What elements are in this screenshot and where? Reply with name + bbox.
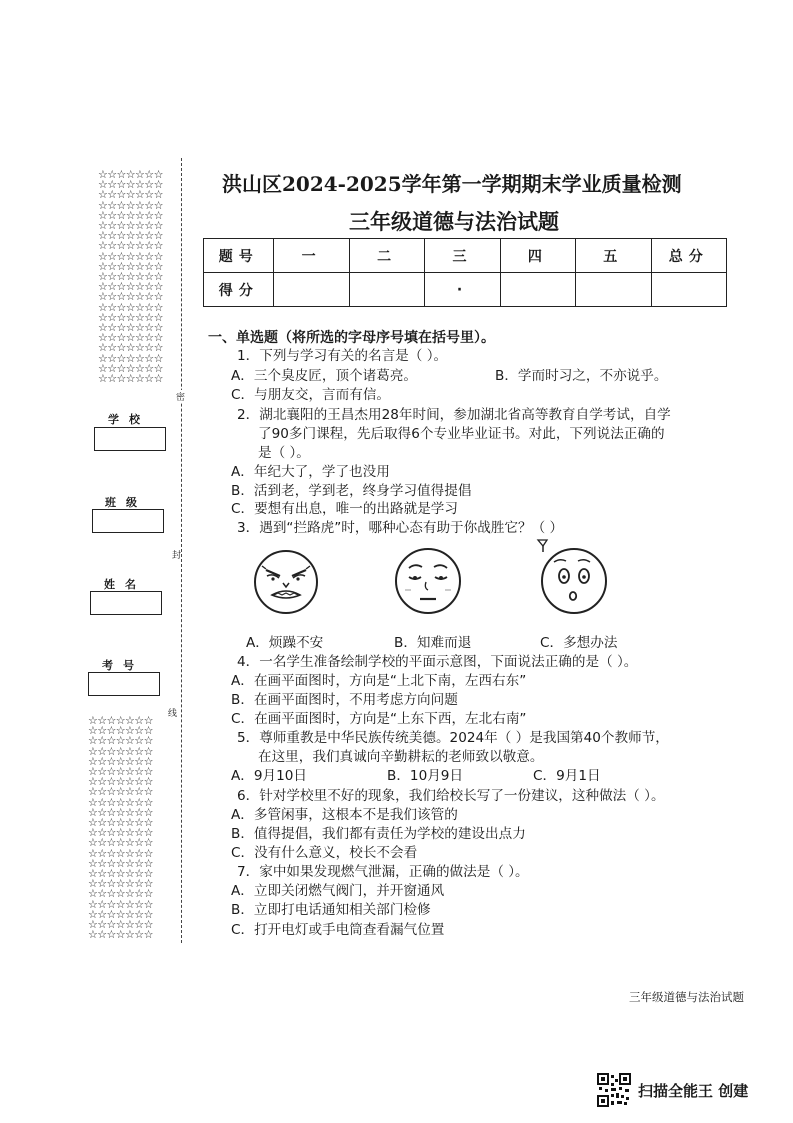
exam-number-label: 考号: [102, 659, 144, 672]
answer-option: A．在画平面图时，方向是“上北下南，左西右东”: [231, 673, 527, 689]
score-header-cell: 一: [274, 239, 349, 273]
answer-option: B．在画平面图时，不用考虑方向问题: [231, 692, 458, 708]
page-footer-label: 三年级道德与法治试题: [629, 990, 744, 1004]
score-cell: [274, 273, 349, 307]
answer-option: C．与朋友交，言而有信。: [231, 387, 391, 403]
question-stem: 7．家中如果发现燃气泄漏，正确的做法是（ ）。: [237, 864, 529, 880]
score-label-cell: 得分: [204, 273, 274, 307]
star-border-top: ☆☆☆☆☆☆☆ ☆☆☆☆☆☆☆ ☆☆☆☆☆☆☆ ☆☆☆☆☆☆☆ ☆☆☆☆☆☆☆ ☆☆☆☆☆☆☆ ☆☆☆☆☆☆☆ ☆☆☆☆☆☆☆ ☆☆☆☆☆☆☆ ☆☆☆☆☆☆☆ ☆☆☆☆☆☆☆ ☆☆☆☆☆☆☆ ☆☆☆☆☆☆☆ ☆☆☆☆☆☆☆ ☆☆☆☆☆☆☆ ☆☆☆☆☆☆☆ ☆☆☆☆☆☆☆ ☆☆☆☆☆☆☆ ☆☆☆☆☆☆☆ ☆☆☆☆☆☆☆ ☆☆☆☆☆☆☆: [98, 168, 163, 386]
answer-option: A．烦躁不安: [246, 635, 324, 651]
score-header-cell: 三: [425, 239, 500, 273]
answer-option: B．立即打电话通知相关部门检修: [231, 902, 431, 918]
score-header-cell: 题号: [204, 239, 274, 273]
answer-option: C．要想有出息，唯一的出路就是学习: [231, 501, 458, 517]
thinking-face-icon: [536, 536, 612, 618]
school-label: 学校: [108, 413, 150, 426]
name-label: 姓名: [104, 578, 146, 591]
score-cell: [576, 273, 651, 307]
answer-option: A．年纪大了，学了也没用: [231, 464, 390, 480]
score-cell: [349, 273, 424, 307]
question-stem: 4．一名学生准备绘制学校的平面示意图，下面说法正确的是（ ）。: [237, 654, 638, 670]
score-cell: [500, 273, 575, 307]
seal-char-mi: 密: [176, 390, 185, 403]
question-stem: 是（ ）。: [258, 445, 310, 461]
answer-option: C．在画平面图时，方向是“上东下西，左北右南”: [231, 711, 527, 727]
score-table-score-row: [204, 273, 727, 307]
class-label: 班级: [105, 496, 147, 509]
answer-option: B．学而时习之，不亦说乎。: [495, 368, 668, 384]
score-cell: ·: [425, 273, 500, 307]
question-stem: 2．湖北襄阳的王昌杰用28年时间，参加湖北省高等教育自学考试，自学: [237, 407, 671, 423]
school-field[interactable]: [94, 427, 166, 451]
score-header-cell: 总分: [651, 239, 727, 273]
answer-option: A．三个臭皮匠，顶个诸葛亮。: [231, 368, 418, 384]
answer-option: C．打开电灯或手电筒查看漏气位置: [231, 922, 445, 938]
section-heading: 一、单选题（将所选的字母序号填在括号里）。: [208, 330, 495, 346]
answer-option: B．10月9日: [387, 768, 464, 784]
answer-option: B．知难而退: [394, 635, 472, 651]
question-stem: 3．遇到“拦路虎”时，哪种心态有助于你战胜它？（ ）: [237, 520, 564, 536]
question-stem: 5．尊师重教是中华民族传统美德。2024年（ ）是我国第40个教师节，: [237, 730, 669, 746]
class-field[interactable]: [92, 509, 164, 533]
exam-title: 洪山区2024-2025学年第一学期期末学业质量检测: [222, 172, 682, 196]
seal-char-feng: 封: [172, 548, 181, 561]
question-stem: 6．针对学校里不好的现象，我们给校长写了一份建议，这种做法（ ）。: [237, 788, 665, 804]
seal-line: [181, 158, 182, 943]
score-header-cell: 五: [576, 239, 651, 273]
exam-number-field[interactable]: [88, 672, 160, 696]
question-stem: 在这里，我们真诚向辛勤耕耘的老师致以敬意。: [258, 749, 544, 765]
question-stem: 了90多门课程，先后取得6个专业毕业证书。对此，下列说法正确的: [258, 426, 665, 442]
scanner-watermark: 扫描全能王 创建: [638, 1082, 749, 1100]
answer-option: C．多想办法: [540, 635, 618, 651]
answer-option: A．9月10日: [231, 768, 308, 784]
star-border-bottom: ☆☆☆☆☆☆☆ ☆☆☆☆☆☆☆ ☆☆☆☆☆☆☆ ☆☆☆☆☆☆☆ ☆☆☆☆☆☆☆ ☆☆☆☆☆☆☆ ☆☆☆☆☆☆☆ ☆☆☆☆☆☆☆ ☆☆☆☆☆☆☆ ☆☆☆☆☆☆☆ ☆☆☆☆☆☆☆ ☆☆☆☆☆☆☆ ☆☆☆☆☆☆☆ ☆☆☆☆☆☆☆ ☆☆☆☆☆☆☆ ☆☆☆☆☆☆☆ ☆☆☆☆☆☆☆ ☆☆☆☆☆☆☆ ☆☆☆☆☆☆☆ ☆☆☆☆☆☆☆ ☆☆☆☆☆☆☆ ☆☆☆☆☆☆☆: [88, 714, 153, 942]
score-table: [203, 238, 727, 307]
qr-code-icon: [597, 1073, 631, 1111]
answer-option: C．9月1日: [533, 768, 601, 784]
sad-face-icon: [393, 546, 463, 616]
answer-option: A．立即关闭燃气阀门，并开窗通风: [231, 883, 445, 899]
seal-char-xian: 线: [168, 706, 177, 719]
answer-option: B．活到老，学到老，终身学习值得提倡: [231, 483, 472, 499]
score-header-cell: 四: [500, 239, 575, 273]
score-cell: [651, 273, 727, 307]
answer-option: A．多管闲事，这根本不是我们该管的: [231, 807, 458, 823]
exam-subtitle: 三年级道德与法治试题: [349, 210, 559, 234]
name-field[interactable]: [90, 591, 162, 615]
score-table-header-row: [204, 239, 727, 273]
answer-option: B．值得提倡，我们都有责任为学校的建设出点力: [231, 826, 526, 842]
score-header-cell: 二: [349, 239, 424, 273]
angry-face-icon: [252, 548, 320, 616]
question-stem: 1．下列与学习有关的名言是（ ）。: [237, 348, 448, 364]
answer-option: C．没有什么意义，校长不会看: [231, 845, 418, 861]
